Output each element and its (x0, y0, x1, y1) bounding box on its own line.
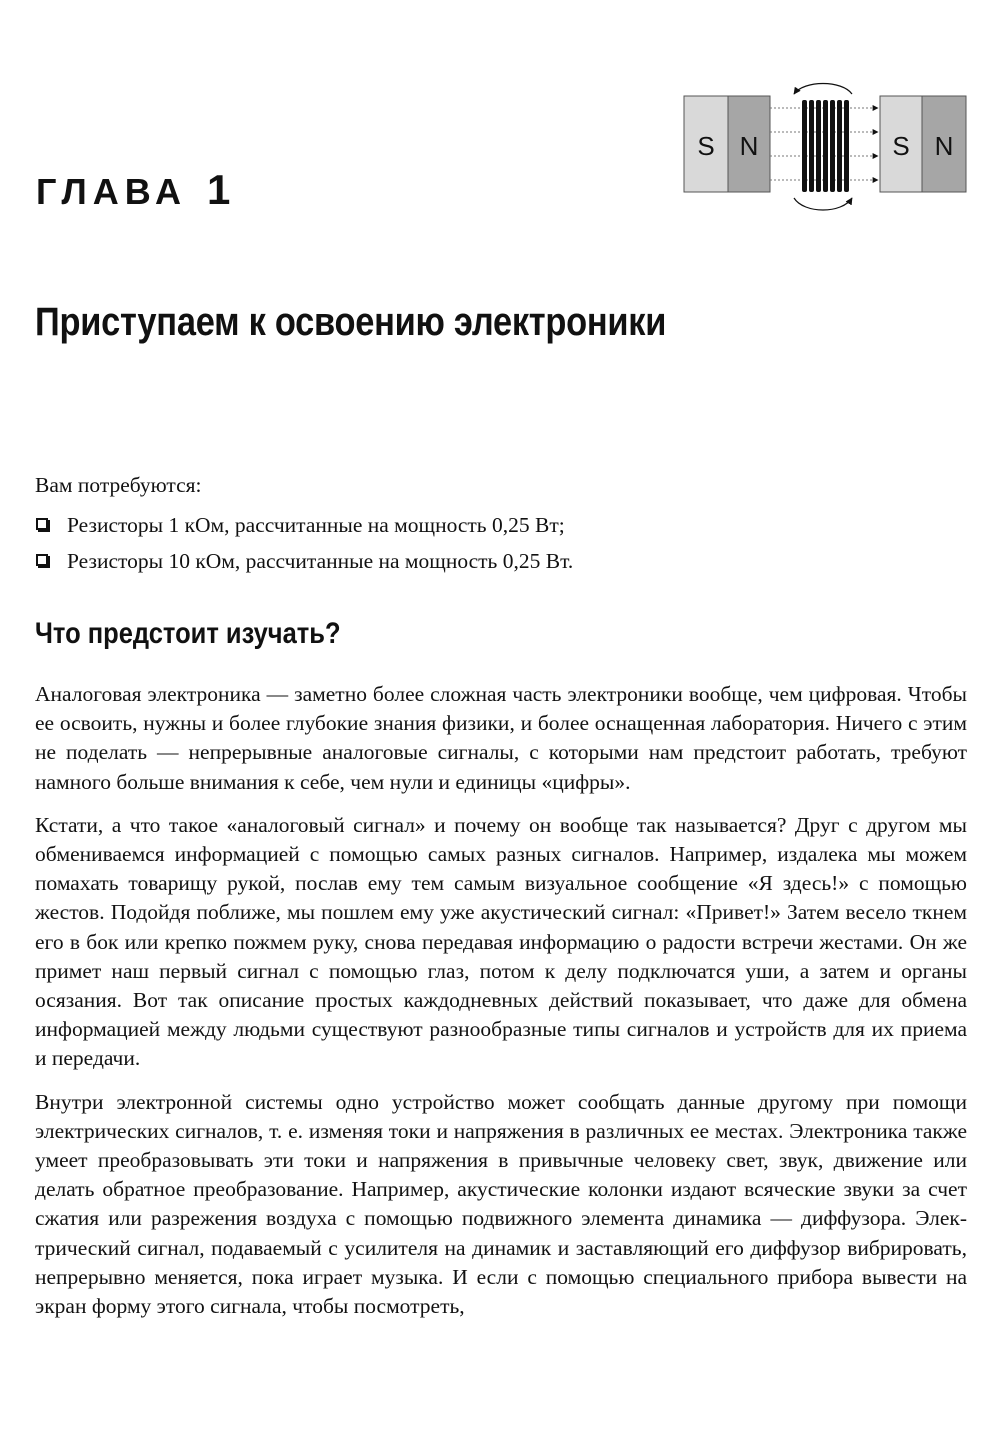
section-title: Что предстоит изучать? (35, 617, 341, 650)
paragraph: Внутри электронной системы одно устройство может сообщать данные другому при помощи электрических сигналов, т. е. изменяя токи и напряжения в различных ее местах. Электроника также умеет преобразовывать эти токи и напряжения в привычные человеку свет, звук, движение или делать обратное преобразование. Например, акустические колонки издают всяческие звуки за счет сжатия или разрежения воздуха с помощью подвижного элемента динамика — диффузора. Электрический сигнал, подаваемый с усилителя на динамик и заставляющий его диффузор вибрировать, непрерывно меняется, пока играет музыка. И если с помощью специального прибора вывести на экран форму этого сигнала, чтобы посмотреть, (35, 1089, 967, 1319)
left-magnet-s-label: S (697, 131, 715, 161)
checkbox-bullet-icon (36, 554, 48, 566)
list-item-text: Резисторы 10 кОм, рассчитанные на мощность 0,25 Вт. (67, 549, 574, 573)
coil (802, 100, 849, 192)
requirements-lead: Вам потребуются: (35, 473, 202, 497)
chapter-title: Приступаем к освоению электроники (35, 300, 667, 344)
paragraph: Кстати, а что такое «аналоговый сигнал» и почему он вообще так называется? Друг с другом мы обмениваемся информацией с помощью самых разных сигналов. Например, издалека мы можем помахать товарищу рукой, послав ему тем самым визуальное сообщение «Я здесь!» с помощью жестов. Подойдя поближе, мы пошлем ему уже акустический сигнал: «Привет!» Затем весело ткнем его в бок или крепко пожмем руку, снова передавая информацию о радости встречи жестами. Он же примет наш первый сигнал с помощью глаз, потом к делу подключатся уши, а затем и органы осязания. Вот так описание простых каждодневных действий показывает, что даже для обмена информацией между людьми существуют разнообразные типы сигналов и устройств для их приема и передачи. (35, 812, 967, 1071)
magnet-coil-illustration (682, 80, 968, 220)
requirements-list (35, 510, 965, 576)
left-magnet-n-label: N (739, 131, 759, 161)
top-field-arc (794, 84, 852, 95)
right-magnet-s-label: S (892, 131, 910, 161)
list-item (35, 546, 965, 576)
paragraph: Аналоговая электроника — заметно более сложная часть электроники вообще, чем цифровая. Чтобы ее освоить, нужны и более глубокие знания физики, и более оснащенная лаборатория. Ничего с этим не поделать — непрерывные аналоговые сигналы, с которыми нам предстоит работать, требуют намного больше внимания к себе, чем нули и единицы «цифры». (35, 682, 967, 794)
list-item-text: Резисторы 1 кОм, рассчитанные на мощность 0,25 Вт; (67, 513, 565, 537)
bottom-field-arc (794, 198, 852, 210)
body-text (35, 680, 967, 1335)
chapter-number: 1 (207, 166, 231, 213)
requirements-block (35, 470, 965, 582)
checkbox-bullet-icon (36, 518, 48, 530)
chapter-label (36, 168, 230, 214)
right-magnet-n-label: N (934, 131, 954, 161)
list-item (35, 510, 965, 540)
chapter-label-text: ГЛАВА (36, 171, 187, 212)
